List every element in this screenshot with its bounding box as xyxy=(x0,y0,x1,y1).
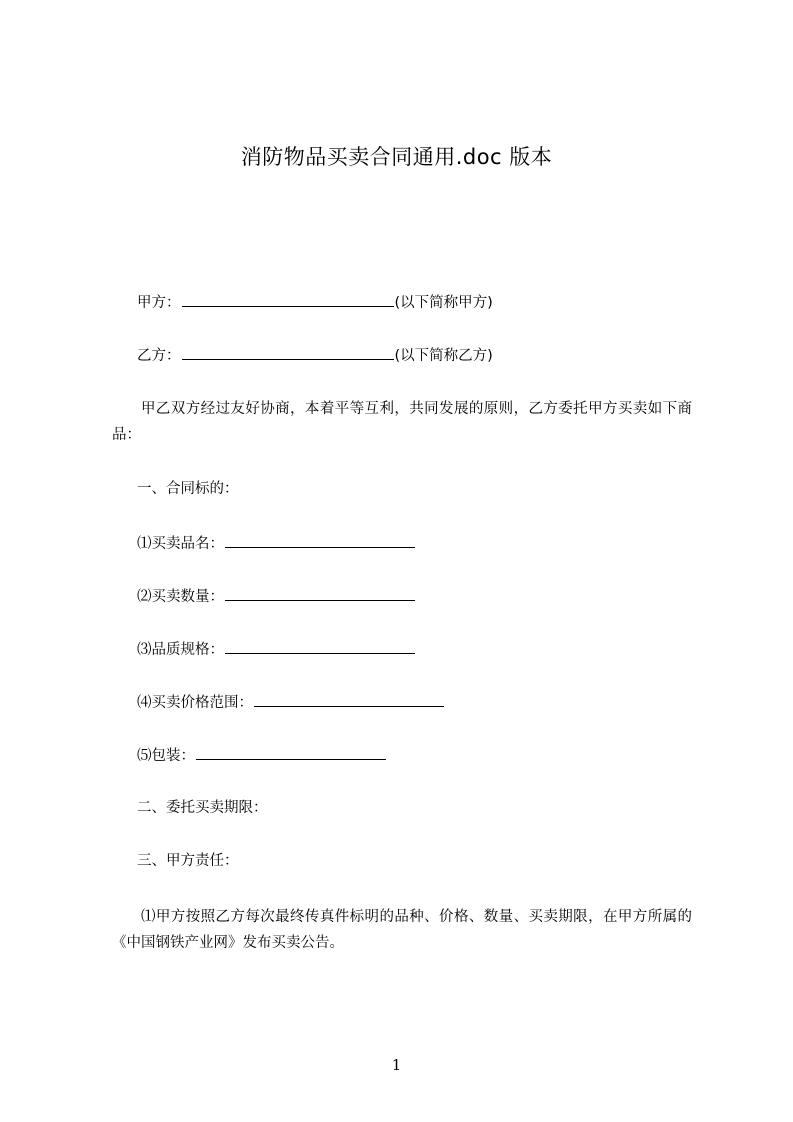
party-a-line xyxy=(137,291,493,313)
section-2-heading: 二、委托买卖期限： xyxy=(137,800,268,816)
item-blank xyxy=(196,744,386,760)
item-blank xyxy=(225,532,415,548)
item-blank xyxy=(254,691,444,707)
item-label: ⑵买卖数量： xyxy=(137,589,224,605)
item-label: ⑶品质规格： xyxy=(137,642,224,658)
party-b-suffix: (以下简称乙方) xyxy=(394,348,493,364)
party-a-label: 甲方： xyxy=(137,295,181,311)
section-3-paragraph-1: ⑴甲方按照乙方每次最终传真件标明的品种、价格、数量、买卖期限，在甲方所属的《中国钢铁产业网》发布买卖公告。 xyxy=(112,909,692,951)
party-b-line xyxy=(137,344,493,366)
section-1-item-4 xyxy=(137,691,445,713)
section-3-heading: 三、甲方责任： xyxy=(137,853,239,869)
intro-paragraph: 甲乙双方经过友好协商，本着平等互利，共同发展的原则，乙方委托甲方买卖如下商品： xyxy=(112,401,692,443)
item-label: ⑷买卖价格范围： xyxy=(137,695,253,711)
item-label: ⑴买卖品名： xyxy=(137,536,224,552)
party-a-suffix: (以下简称甲方) xyxy=(394,295,493,311)
document-title: 消防物品买卖合同通用.doc 版本 xyxy=(240,145,553,169)
item-blank xyxy=(225,585,415,601)
section-1-item-2 xyxy=(137,585,416,607)
section-1-heading: 一、合同标的： xyxy=(137,481,239,497)
section-1-item-1 xyxy=(137,532,416,554)
party-b-label: 乙方： xyxy=(137,348,181,364)
section-1-item-5 xyxy=(137,744,387,766)
item-blank xyxy=(225,638,415,654)
page-number: 1 xyxy=(391,1056,402,1074)
party-a-blank xyxy=(182,291,394,307)
section-1-item-3 xyxy=(137,638,416,660)
party-b-blank xyxy=(182,344,394,360)
item-label: ⑸包装： xyxy=(137,748,195,764)
